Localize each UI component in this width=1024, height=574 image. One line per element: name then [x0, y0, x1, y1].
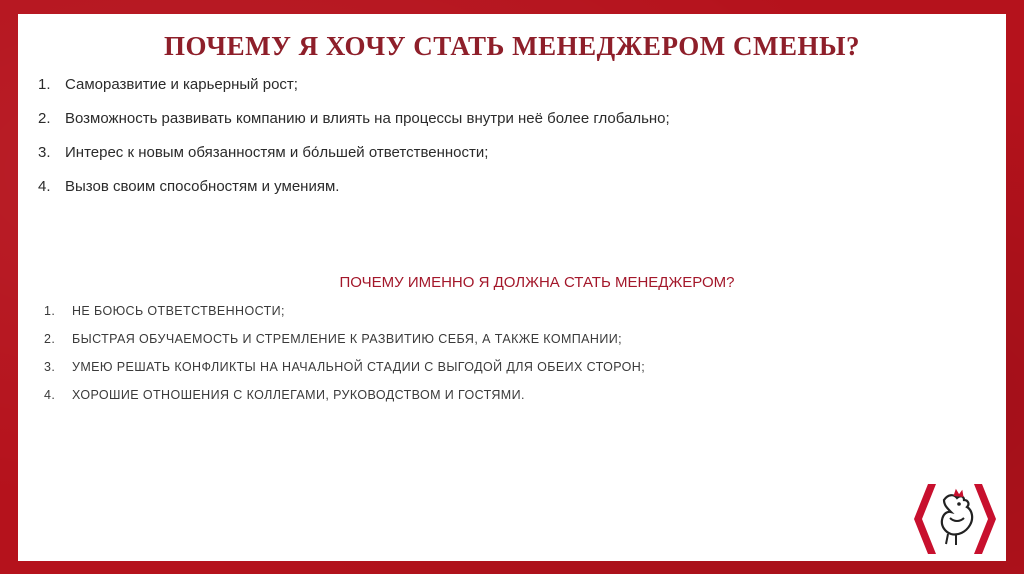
list-item-text: Возможность развивать компанию и влиять на процессы внутри неё более глобально; — [65, 110, 670, 127]
qualities-list — [44, 300, 645, 412]
list-item-text: УМЕЮ РЕШАТЬ КОНФЛИКТЫ НА НАЧАЛЬНОЙ СТАДИИ С ВЫГОДОЙ ДЛЯ ОБЕИХ СТОРОН; — [72, 360, 646, 374]
list-item — [38, 140, 670, 174]
list-item-number: 1. — [38, 76, 51, 93]
list-item-number: 2. — [38, 110, 51, 127]
list-item-text: Саморазвитие и карьерный рост; — [65, 76, 298, 93]
list-item-text: Вызов своим способностям и умениям. — [65, 178, 340, 195]
slide-title: ПОЧЕМУ Я ХОЧУ СТАТЬ МЕНЕДЖЕРОМ СМЕНЫ? — [163, 31, 861, 61]
list-item — [38, 174, 670, 208]
list-item-text: Интерес к новым обязанностям и бо́льшей ответственности; — [65, 144, 489, 161]
list-item-text: НЕ БОЮСЬ ОТВЕТСТВЕННОСТИ; — [72, 304, 285, 318]
list-item — [44, 300, 645, 328]
list-item — [44, 356, 645, 384]
list-item-number: 3. — [44, 360, 56, 374]
list-item — [44, 384, 645, 412]
reasons-list — [38, 72, 670, 208]
list-item-number: 1. — [44, 304, 56, 318]
list-item-number: 3. — [38, 144, 51, 161]
list-item-number: 4. — [38, 178, 51, 195]
list-item — [38, 106, 670, 140]
rooster-logo-icon — [914, 478, 996, 560]
slide — [18, 14, 1006, 561]
list-item-text: БЫСТРАЯ ОБУЧАЕМОСТЬ И СТРЕМЛЕНИЕ К РАЗВИТИЮ СЕБЯ, А ТАКЖЕ КОМПАНИИ; — [72, 332, 622, 346]
list-item-number: 4. — [44, 388, 56, 402]
list-item — [38, 72, 670, 106]
list-item-number: 2. — [44, 332, 56, 346]
list-item — [44, 328, 645, 356]
list-item-text: ХОРОШИЕ ОТНОШЕНИЯ С КОЛЛЕГАМИ, РУКОВОДСТВОМ И ГОСТЯМИ. — [72, 388, 525, 402]
section-subtitle: ПОЧЕМУ ИМЕННО Я ДОЛЖНА СТАТЬ МЕНЕДЖЕРОМ? — [339, 274, 735, 291]
